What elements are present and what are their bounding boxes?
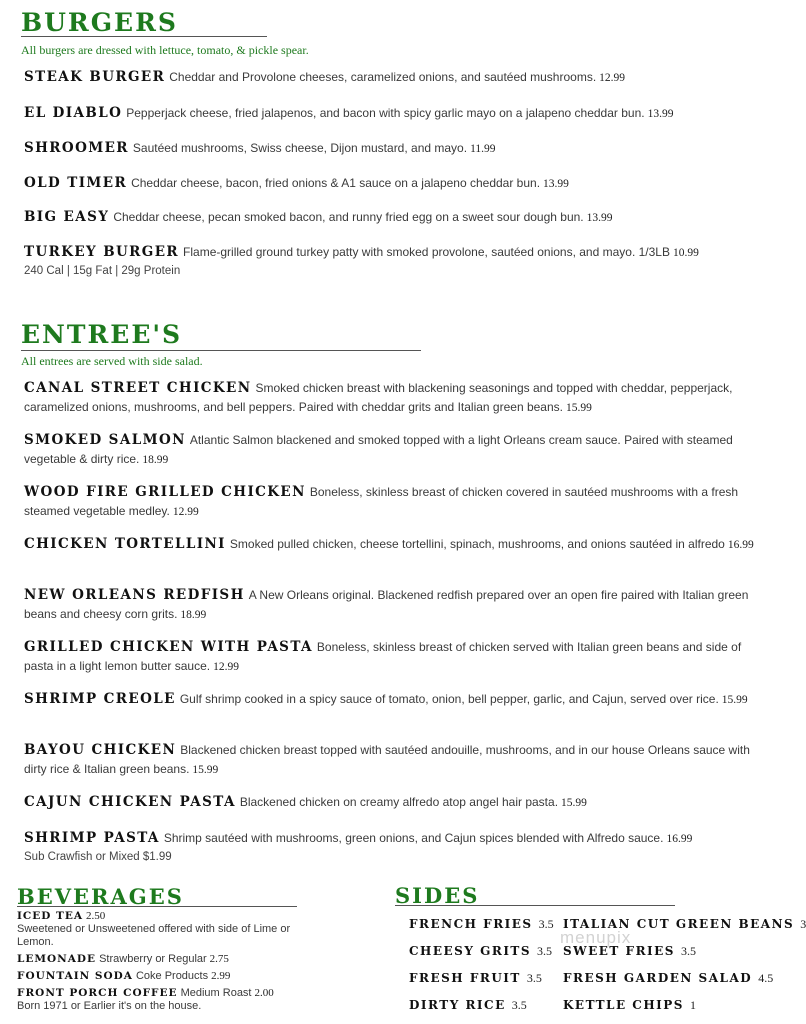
item-name: EL DIABLO	[24, 105, 123, 121]
burgers-heading: BURGERS	[21, 8, 178, 37]
item-price: 15.99	[561, 797, 587, 809]
side-price: 3.5	[526, 971, 542, 985]
burgers-note: All burgers are dressed with lettuce, tomato, & pickle spear.	[21, 43, 309, 57]
beverages-heading: BEVERAGES	[17, 884, 184, 909]
menu-item-cajun-chicken-pasta	[24, 793, 769, 813]
item-desc: Gulf shrimp cooked in a spicy sauce of tomato, onion, bell pepper, garlic, and Cajun, served over rice.	[179, 692, 719, 706]
beverage-name: ICED TEA	[17, 910, 83, 922]
item-name: SHRIMP PASTA	[24, 830, 160, 846]
beverages-divider	[17, 906, 297, 907]
item-price: 16.99	[727, 539, 754, 551]
side-french-fries	[409, 917, 554, 932]
beverage-desc: Coke Products	[135, 970, 209, 982]
beverage-price: 2.99	[211, 970, 231, 982]
beverage-name: FRONT PORCH COFFEE	[17, 987, 178, 999]
watermark: menupix	[560, 928, 632, 947]
side-name: SWEET FRIES	[563, 944, 675, 958]
beverage-desc: Medium Roast	[180, 987, 252, 999]
item-price: 15.99	[721, 694, 748, 706]
item-price: 13.99	[543, 178, 569, 190]
item-name: TURKEY BURGER	[24, 244, 180, 260]
side-name: CHEESY GRITS	[409, 944, 532, 958]
menu-item-old-timer	[24, 174, 769, 194]
item-desc: Boneless, skinless breast of chicken served with Italian green beans and side of pasta in a light lemon butter sauce.	[24, 640, 742, 673]
item-name: BIG EASY	[24, 209, 110, 225]
side-name: ITALIAN CUT GREEN BEANS	[563, 917, 795, 931]
beverage-note: Sweetened or Unsweetened offered with side of Lime or Lemon.	[17, 923, 291, 948]
side-price: 3	[800, 917, 806, 931]
menu-item-bayou-chicken	[24, 741, 769, 780]
item-price: 15.99	[565, 402, 592, 414]
item-desc: Blackened chicken breast topped with sautéed andouille, mushrooms, and in our house Orleans sauce with dirty rice & Italian green beans.	[24, 743, 750, 776]
item-name: WOOD FIRE GRILLED CHICKEN	[24, 484, 306, 500]
item-price: 18.99	[180, 609, 207, 621]
side-price: 3.5	[680, 944, 696, 958]
item-desc: Sautéed mushrooms, Swiss cheese, Dijon mustard, and mayo.	[132, 141, 468, 155]
item-price: 16.99	[666, 833, 693, 845]
item-desc: Smoked pulled chicken, cheese tortellini, spinach, mushrooms, and onions sautéed in alfredo	[229, 537, 725, 551]
item-price: 12.99	[172, 506, 199, 518]
item-price: 10.99	[672, 247, 699, 259]
item-name: CANAL STREET CHICKEN	[24, 380, 252, 396]
sides-heading: SIDES	[395, 883, 480, 908]
item-desc: Flame-grilled ground turkey patty with smoked provolone, sautéed onions, and mayo. 1/3LB	[183, 245, 670, 259]
beverage-price: 2.00	[254, 987, 274, 999]
item-name: SHRIMP CREOLE	[24, 691, 176, 707]
item-name: BAYOU CHICKEN	[24, 742, 177, 758]
item-name: CHICKEN TORTELLINI	[24, 536, 226, 552]
item-desc: Shrimp sautéed with mushrooms, green onions, and Cajun spices blended with Alfredo sauce.	[163, 831, 664, 845]
item-price: 12.99	[213, 661, 239, 673]
item-price: 11.99	[470, 143, 496, 155]
beverage-desc: Strawberry or Regular	[99, 953, 207, 965]
menu-item-turkey-burger	[24, 243, 769, 279]
side-cheesy-grits	[409, 944, 552, 959]
item-desc: A New Orleans original. Blackened redfish prepared over an open fire paired with Italian green beans and cheesy corn grits.	[24, 588, 749, 621]
menu-item-shrimp-pasta	[24, 829, 769, 865]
substitution-note: Sub Crawfish or Mixed $1.99	[24, 851, 172, 863]
menu-item-canal-street-chicken	[24, 379, 769, 418]
menu-item-new-orleans-redfish	[24, 586, 769, 625]
menu-item-steak-burger	[24, 68, 769, 88]
beverage-front-porch-coffee	[17, 987, 307, 1013]
item-desc: Boneless, skinless breast of chicken covered in sautéed mushrooms with a fresh steamed vegetable medley.	[24, 485, 739, 518]
beverage-lemonade	[17, 953, 307, 966]
entrees-heading: ENTREE'S	[21, 320, 183, 349]
item-desc: Smoked chicken breast with blackening seasonings and topped with cheddar, pepperjack, caramelized onions, mushrooms, and bell peppers. Paired with cheddar grits and Italian green beans.	[24, 381, 733, 414]
item-name: OLD TIMER	[24, 175, 128, 191]
sides-divider	[395, 905, 675, 906]
beverage-fountain-soda	[17, 970, 307, 983]
item-name: NEW ORLEANS REDFISH	[24, 587, 245, 603]
item-name: STEAK BURGER	[24, 69, 166, 85]
item-desc: Cheddar cheese, bacon, fried onions & A1 sauce on a jalapeno cheddar bun.	[131, 176, 541, 190]
item-desc: Atlantic Salmon blackened and smoked topped with a light Orleans cream sauce. Paired with steamed vegetable & dirty rice.	[24, 433, 733, 466]
side-price: 4.5	[758, 971, 774, 985]
item-desc: Cheddar cheese, pecan smoked bacon, and runny fried egg on a sweet sour dough bun.	[113, 210, 584, 224]
side-price: 3.5	[538, 917, 554, 931]
item-name: GRILLED CHICKEN WITH PASTA	[24, 639, 313, 655]
item-price: 13.99	[647, 108, 674, 120]
side-name: FRENCH FRIES	[409, 917, 533, 931]
item-price: 13.99	[586, 212, 613, 224]
item-price: 15.99	[192, 764, 219, 776]
beverage-iced-tea	[17, 910, 307, 949]
menu-item-smoked-salmon	[24, 431, 769, 470]
side-fresh-garden-salad	[563, 971, 773, 986]
menu-item-wood-fire-grilled-chicken	[24, 483, 769, 522]
side-name: KETTLE CHIPS	[563, 998, 684, 1012]
side-dirty-rice	[409, 998, 527, 1013]
beverage-price: 2.75	[209, 953, 229, 965]
menu-item-grilled-chicken-with-pasta	[24, 638, 769, 677]
side-price: 1	[689, 998, 696, 1012]
item-desc: Blackened chicken on creamy alfredo atop angel hair pasta.	[239, 795, 559, 809]
burgers-divider	[21, 36, 267, 37]
menu-item-big-easy	[24, 208, 769, 228]
beverage-name: LEMONADE	[17, 953, 97, 965]
item-name: SHROOMER	[24, 140, 129, 156]
side-kettle-chips	[563, 998, 696, 1013]
item-name: CAJUN CHICKEN PASTA	[24, 794, 236, 810]
side-price: 3.5	[511, 998, 527, 1012]
menu-item-shrimp-creole	[24, 690, 769, 710]
side-name: FRESH FRUIT	[409, 971, 521, 985]
nutrition-info: 240 Cal | 15g Fat | 29g Protein	[24, 265, 181, 277]
side-name: DIRTY RICE	[409, 998, 506, 1012]
beverage-name: FOUNTAIN SODA	[17, 970, 133, 982]
menu-item-shroomer	[24, 139, 769, 159]
side-name: FRESH GARDEN SALAD	[563, 971, 753, 985]
menu-item-chicken-tortellini	[24, 535, 769, 555]
side-price: 3.5	[537, 944, 553, 958]
menu-item-el-diablo	[24, 104, 769, 124]
beverage-price: 2.50	[86, 910, 106, 922]
entrees-note: All entrees are served with side salad.	[21, 354, 203, 368]
beverage-note: Born 1971 or Earlier it's on the house.	[17, 1000, 202, 1012]
entrees-divider	[21, 350, 421, 351]
item-price: 18.99	[142, 454, 169, 466]
item-price: 12.99	[599, 72, 626, 84]
item-desc: Cheddar and Provolone cheeses, caramelized onions, and sautéed mushrooms.	[169, 70, 597, 84]
side-fresh-fruit	[409, 971, 542, 986]
item-desc: Pepperjack cheese, fried jalapenos, and bacon with spicy garlic mayo on a jalapeno cheddar bun.	[126, 106, 645, 120]
item-name: SMOKED SALMON	[24, 432, 186, 448]
